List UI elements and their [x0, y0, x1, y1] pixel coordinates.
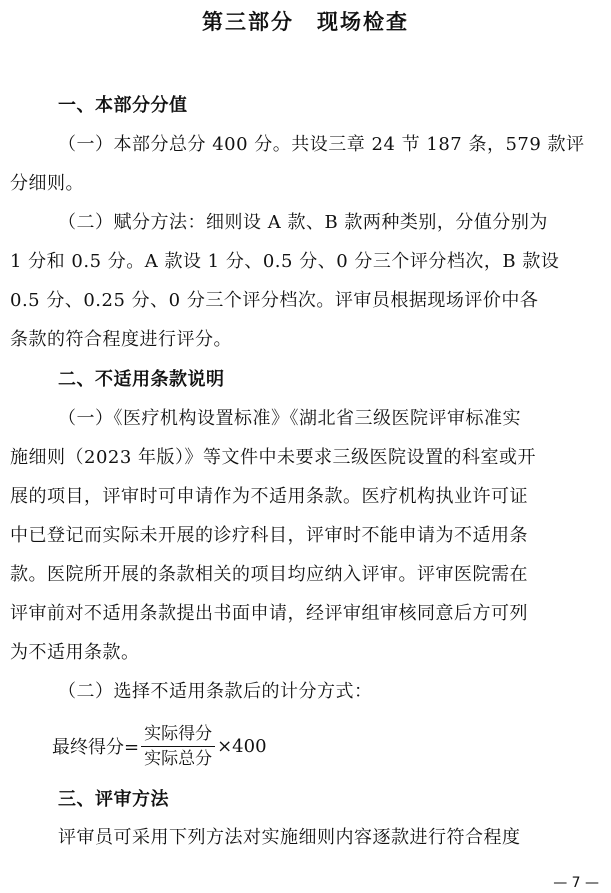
- section-heading-method: 三、评审方法: [58, 789, 169, 810]
- paragraph-line: 评审员可采用下列方法对实施细则内容逐款进行符合程度: [58, 827, 521, 848]
- formula-multiplier: ×400: [217, 735, 267, 757]
- paragraph-line: 款。医院所开展的条款相关的项目均应纳入评审。评审医院需在: [10, 564, 528, 585]
- paragraph-line: 分细则。: [10, 173, 84, 194]
- formula-fraction: [141, 722, 215, 771]
- paragraph-line: 条款的符合程度进行评分。: [10, 329, 232, 350]
- paragraph-line: 展的项目，评审时可申请作为不适用条款。医疗机构执业许可证: [10, 486, 528, 507]
- paragraph-line: 为不适用条款。: [10, 642, 140, 663]
- paragraph-line: 中已登记而实际未开展的诊疗科目，评审时不能申请为不适用条: [10, 525, 528, 546]
- page-number: — 7 —: [553, 875, 599, 891]
- paragraph-line: （一）《医疗机构设置标准》《湖北省三级医院评审标准实: [58, 408, 521, 429]
- section-heading-exclusions: 二、不适用条款说明: [58, 369, 225, 390]
- paragraph-line: 施细则（2023 年版）》等文件中未要求三级医院设置的科室或开: [10, 447, 537, 468]
- paragraph-line: 1 分和 0.5 分。A 款设 1 分、0.5 分、0 分三个评分档次，B 款设: [10, 251, 560, 272]
- formula-label: 最终得分=: [52, 737, 140, 758]
- page-title: 第三部分 现场检查: [202, 10, 409, 34]
- paragraph-line: （二）选择不适用条款后的计分方式：: [58, 681, 373, 702]
- paragraph-line: 0.5 分、0.25 分、0 分三个评分档次。评审员根据现场评价中各: [10, 290, 539, 311]
- paragraph-line: （一）本部分总分 400 分。共设三章 24 节 187 条，579 款评: [58, 134, 585, 155]
- paragraph-line: 评审前对不适用条款提出书面申请，经评审组审核同意后方可列: [10, 603, 528, 624]
- formula-denominator: 实际总分: [144, 748, 213, 769]
- score-formula: [52, 716, 267, 776]
- section-heading-score: 一、本部分分值: [58, 95, 188, 116]
- paragraph-line: （二）赋分方法：细则设 A 款、B 款两种类别，分值分别为: [58, 212, 548, 233]
- formula-numerator: 实际得分: [144, 723, 213, 744]
